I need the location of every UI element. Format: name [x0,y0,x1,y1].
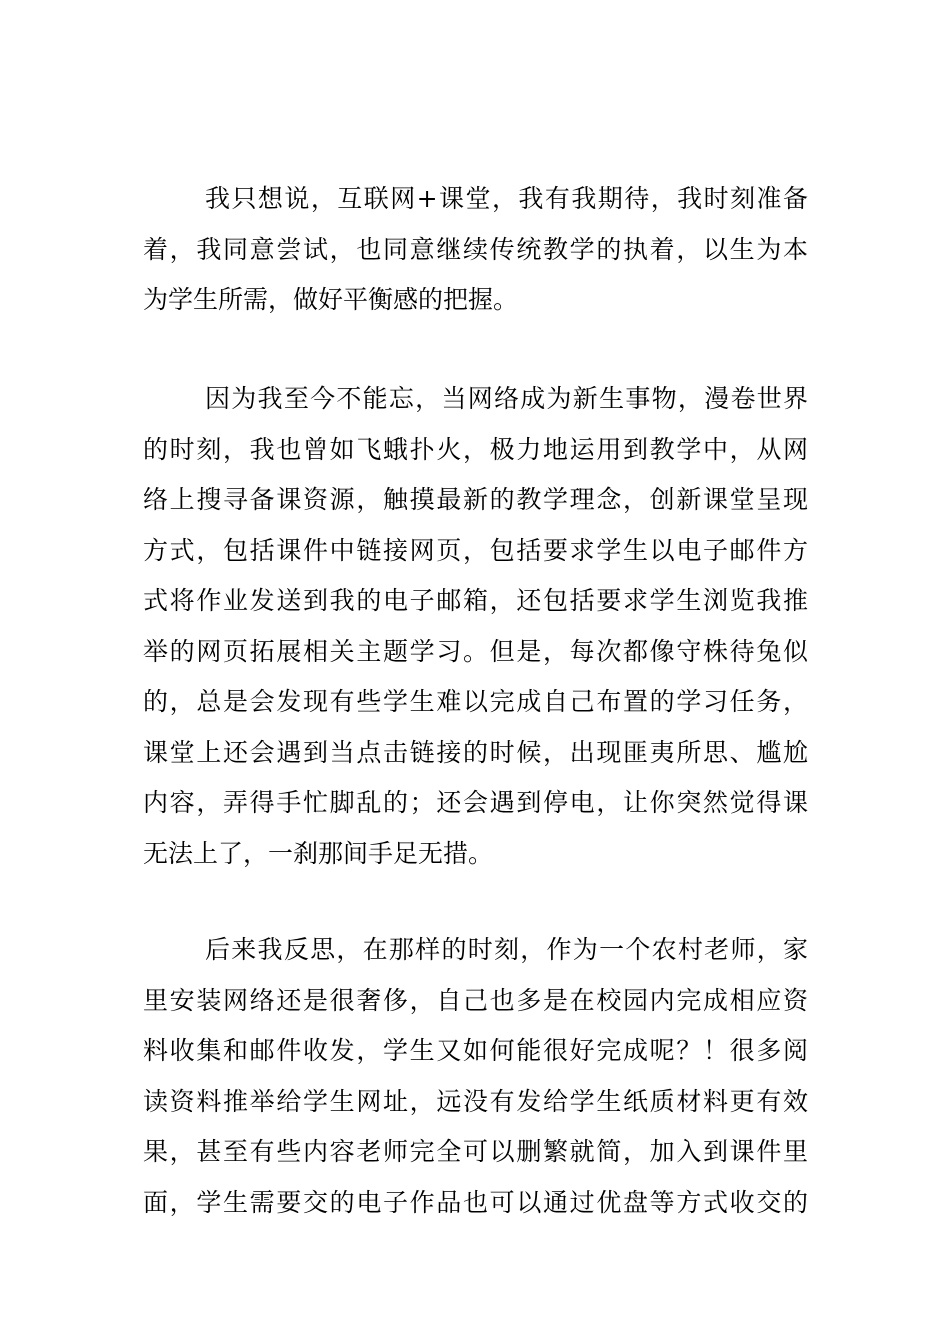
text-line: 果，甚至有些内容老师完全可以删繁就简，加入到课件里 [143,1137,808,1166]
text-line: 面，学生需要交的电子作品也可以通过优盘等方式收交的 [143,1187,808,1217]
paragraph-3 [143,925,808,1228]
text-line: 里安装网络还是很奢侈，自己也多是在校园内完成相应资 [143,985,808,1015]
text-line: 着，我同意尝试，也同意继续传统教学的执着，以生为本 [143,234,808,264]
text-line: 的，总是会发现有些学生难以完成自己布置的学习任务， [143,687,808,716]
paragraph-1 [143,174,808,326]
text-line: 课堂上还会遇到当点击链接的时候，出现匪夷所思、尴尬 [143,737,808,767]
paragraph-2 [143,374,808,879]
text-line: 举的网页拓展相关主题学习。但是，每次都像守株待兔似 [143,636,808,666]
text-line: 因为我至今不能忘，当网络成为新生事物，漫卷世界 [205,384,808,413]
text-line: 无法上了，一刹那间手足无措。 [143,838,494,868]
text-line: 的时刻，我也曾如飞蛾扑火，极力地运用到教学中，从网 [143,434,808,464]
text-line: 络上搜寻备课资源，触摸最新的教学理念，创新课堂呈现 [143,485,808,514]
text-line: 读资料推举给学生网址，远没有发给学生纸质材料更有效 [143,1086,808,1116]
text-line: 方式，包括课件中链接网页，包括要求学生以电子邮件方 [143,535,808,565]
text-line: 为学生所需，做好平衡感的把握。 [143,285,519,314]
text-line: 式将作业发送到我的电子邮箱，还包括要求学生浏览我推 [143,586,808,615]
text-line: 后来我反思，在那样的时刻，作为一个农村老师，家 [205,935,808,964]
text-line: 我只想说，互联网+课堂，我有我期待，我时刻准备 [205,184,808,213]
text-line: 内容，弄得手忙脚乱的；还会遇到停电，让你突然觉得课 [143,788,808,817]
text-line: 料收集和邮件收发，学生又如何能很好完成呢？！很多阅 [143,1036,808,1065]
